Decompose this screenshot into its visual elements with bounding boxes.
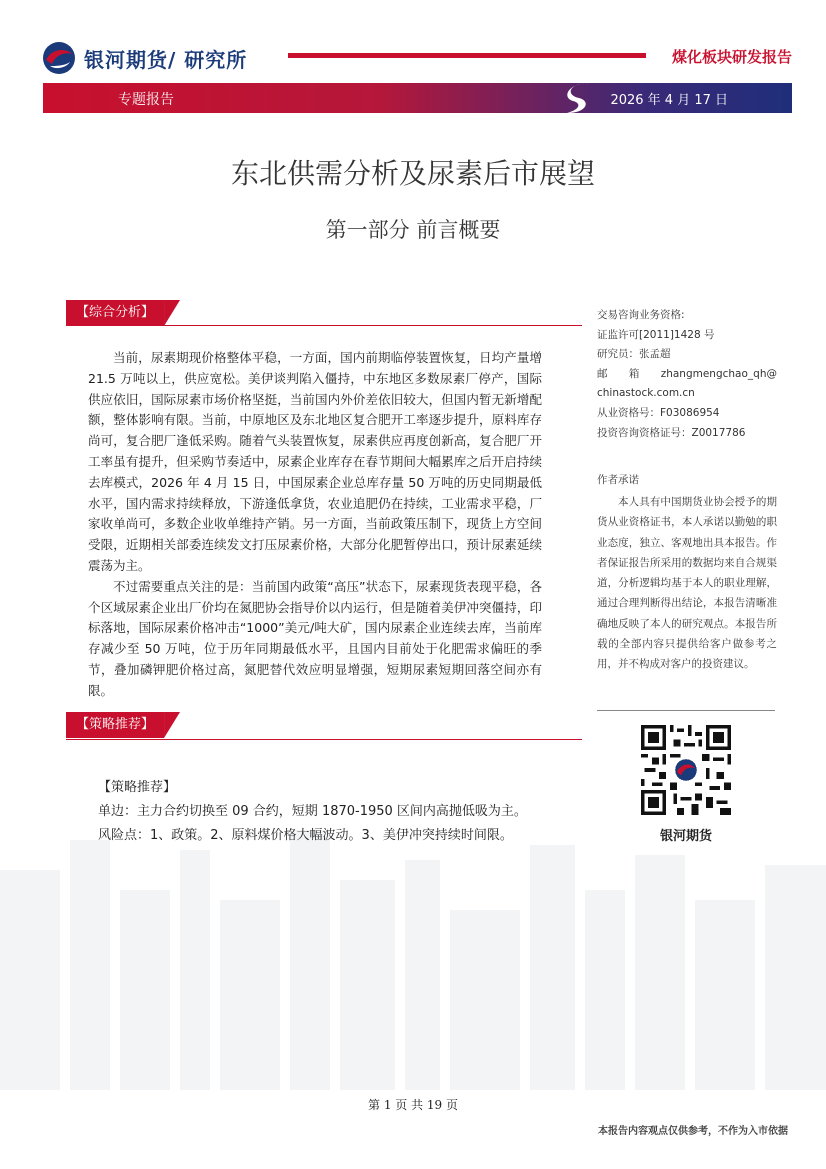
strategy-tag-label: 【策略推荐】: [66, 712, 164, 738]
author-info: [597, 306, 777, 443]
sidebar-divider: [597, 710, 775, 711]
swoosh-icon: [559, 79, 599, 117]
qualification-label: 交易咨询业务资格:: [597, 309, 685, 321]
strategy-section-rule: [66, 739, 582, 740]
company-name: 银河期货: [84, 47, 168, 72]
email-value-a[interactable]: zhangmengchao_qh@: [660, 367, 777, 380]
researcher-name: 研究员：张孟超: [597, 348, 671, 361]
email-row: [597, 365, 777, 385]
banner-label: 专题报告: [118, 92, 174, 108]
disclaimer-note: 本报告内容观点仅供参考，不作为入市依据: [598, 1126, 788, 1137]
email-value-b[interactable]: chinastock.com.cn: [597, 387, 695, 400]
strategy-risk: 风险点：1、政策。2、原料煤价格大幅波动。3、美伊冲突持续时间限。: [98, 828, 513, 843]
analysis-tag-label: 【综合分析】: [66, 300, 164, 326]
header-banner: [43, 83, 792, 113]
license-number: 证监许可[2011]1428 号: [597, 328, 715, 341]
commitment-text: 本人具有中国期货业协会授予的期货从业资格证书，本人承诺以勤勉的职业态度，独立、客观地出具本报告。作者保证报告所采用的数据均来自合规渠道，分析逻辑均基于本人的职业理解，通过合理判断得出结论，本报告清晰准确地反映了本人的研究观点。本报告所载的全部内容只提供给客户做参考之用，并不构成对客户的投资建议。: [597, 496, 777, 671]
company-logo: [40, 40, 247, 76]
report-date: 2026 年 4 月 17 日: [610, 93, 728, 108]
galaxy-logo-icon: [40, 40, 78, 76]
analysis-paragraph: 当前，尿素期现价格整体平稳，一方面，国内前期临停装置恢复，日均产量增 21.5 万吨以上，供应宽松。美伊谈判陷入僵持，中东地区多数尿素厂停产，国际供应依旧，国际尿素市场价格坚挺，当前国内外价差依旧较大，但国内暂无新增配额，整体影响有限。当前，中原地区及东北地区复合肥开工率逐步提升，原料库存尚可，复合肥厂逢低采购。随着气头装置恢复，尿素供应再度创新高，复合肥厂开工率虽有提升，但采购节奏适中，尿素企业库存在春节期间大幅累库之后开启持续去库模式，2026 年 4 月 15 日，中国尿素企业总库存量 50 万吨的历史同期最低水平，国内需求持续释放，下游逢低拿货，农业追肥仍在持续，工业需求平稳，厂家收单尚可，多数企业收单维持产销。另一方面，当前政策压制下，现货上方空间受限，近期相关部委连续发文打压尿素价格，大部分化肥暂停出口，预计尿素延续震荡为主。: [88, 350, 542, 573]
strategy-heading: 【策略推荐】: [98, 780, 177, 795]
strategy-section-tag: [66, 712, 180, 738]
email-label-a: 邮: [597, 367, 608, 380]
analysis-section-rule: [66, 325, 582, 326]
division-name: / 研究所: [168, 47, 248, 72]
header-rule: [288, 53, 646, 58]
page-subtitle: 第一部分 前言概要: [325, 218, 501, 242]
background-skyline: [0, 830, 826, 1090]
analysis-body: [88, 348, 542, 702]
commitment-title: 作者承诺: [597, 474, 639, 486]
strategy-block: [98, 776, 558, 848]
page-number: 第 1 页 共 19 页: [368, 1098, 458, 1112]
strategy-single-side: 单边：主力合约切换至 09 合约，短期 1870-1950 区间内高抛低吸为主。: [98, 804, 527, 819]
qr-label: 银河期货: [659, 829, 712, 844]
analysis-paragraph: 不过需要重点关注的是：当前国内政策“高压”状态下，尿素现货表现平稳，各个区域尿素企业出厂价均在氮肥协会指导价以内运行，但是随着美伊冲突僵持，印标落地，国际尿素价格冲击“1000”美元/吨大矿，国内尿素企业连续去库，当前库存减少至 50 万吨，位于历年同期最低水平，且国内目前处于化肥需求偏旺的季节，叠加磷钾肥价格过高，氮肥替代效应明显增强，短期尿素短期回落空间亦有限。: [88, 578, 542, 698]
email-label-b: 箱: [628, 367, 640, 380]
practice-number: 从业资格号：F03086954: [597, 406, 720, 419]
qr-code-icon[interactable]: [641, 725, 731, 815]
page-title: 东北供需分析及尿素后市展望: [230, 157, 595, 190]
advisory-number: 投资咨询资格证号：Z0017786: [597, 426, 746, 439]
report-type: 煤化板块研发报告: [671, 48, 792, 66]
analysis-section-tag: [66, 300, 180, 326]
